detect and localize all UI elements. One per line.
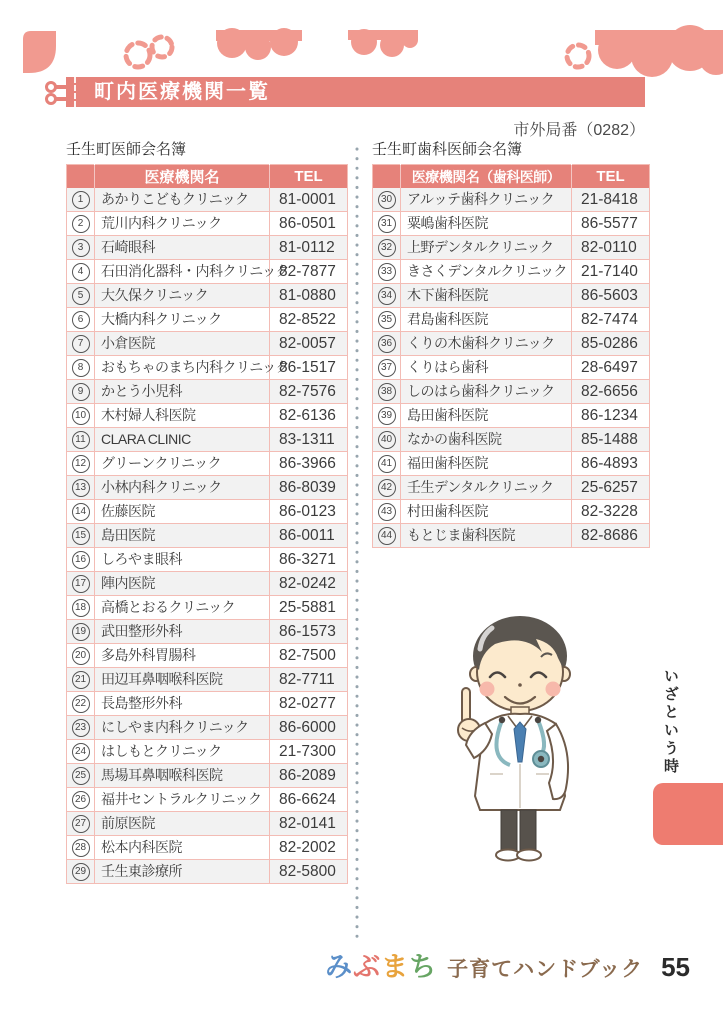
table-caption: 壬生町歯科医師会名簿 <box>372 141 523 158</box>
row-number-badge: 37 <box>378 359 396 377</box>
table-row <box>67 692 348 716</box>
facility-name: にしやま内科クリニック <box>95 716 270 740</box>
row-number-badge: 32 <box>378 239 396 257</box>
facility-tel: 86-1517 <box>279 359 336 376</box>
row-number-badge: 20 <box>72 647 90 665</box>
row-number-badge: 14 <box>72 503 90 521</box>
facility-name: 小林内科クリニック <box>95 476 270 500</box>
table-row <box>67 572 348 596</box>
brand-char: ま <box>381 952 410 982</box>
facility-tel: 86-0123 <box>279 503 336 520</box>
facility-tel: 86-2089 <box>279 767 336 784</box>
row-number-badge: 44 <box>378 527 396 545</box>
table-caption: 壬生町医師会名簿 <box>66 141 187 158</box>
facility-tel: 21-7140 <box>581 263 638 280</box>
facility-tel: 82-6656 <box>581 383 638 400</box>
row-number-badge: 21 <box>72 671 90 689</box>
row-number-badge: 5 <box>72 287 90 305</box>
facility-name: 君島歯科医院 <box>401 308 572 332</box>
facility-name: 高橋とおるクリニック <box>95 596 270 620</box>
facility-name: しろやま眼科 <box>95 548 270 572</box>
facility-name: 多島外科胃腸科 <box>95 644 270 668</box>
section-side-label: いざという時 <box>662 668 679 776</box>
facility-name: きさくデンタルクリニック <box>401 260 572 284</box>
facility-name: 木下歯科医院 <box>401 284 572 308</box>
table-row <box>67 812 348 836</box>
facility-name: くりの木歯科クリニック <box>401 332 572 356</box>
table-row <box>373 236 650 260</box>
facility-name: くりはら歯科 <box>401 356 572 380</box>
facility-tel: 86-6624 <box>279 791 336 808</box>
header-name: 医療機関名 <box>95 165 270 189</box>
table-row <box>373 524 650 548</box>
table-row <box>373 500 650 524</box>
corner-ribbon-icon <box>20 29 58 73</box>
facility-tel: 21-8418 <box>581 191 638 208</box>
area-code-note: 市外局番（0282） <box>513 122 645 139</box>
table-row <box>373 188 650 212</box>
facility-name: 陣内医院 <box>95 572 270 596</box>
banner-dashed-divider <box>74 77 76 107</box>
facility-tel: 81-0001 <box>279 191 336 208</box>
facility-name: 島田医院 <box>95 524 270 548</box>
facility-name: 大橋内科クリニック <box>95 308 270 332</box>
facility-name: 福井セントラルクリニック <box>95 788 270 812</box>
facility-tel: 82-7474 <box>581 311 638 328</box>
facility-tel: 83-1311 <box>279 431 335 448</box>
page-title: 町内医療機関一覧 <box>94 81 270 103</box>
row-number-badge: 2 <box>72 215 90 233</box>
row-number-badge: 41 <box>378 455 396 473</box>
row-number-badge: 36 <box>378 335 396 353</box>
facility-name: もとじま歯科医院 <box>401 524 572 548</box>
row-number-badge: 3 <box>72 239 90 257</box>
row-number-badge: 40 <box>378 431 396 449</box>
table-row <box>67 452 348 476</box>
facility-name: 木村婦人科医院 <box>95 404 270 428</box>
facility-tel: 85-1488 <box>581 431 638 448</box>
blossom-icon <box>562 40 594 72</box>
medical-table <box>66 164 348 884</box>
facility-tel: 86-0501 <box>279 215 336 232</box>
table-row <box>67 836 348 860</box>
header-tel: TEL <box>270 165 348 189</box>
facility-tel: 82-0057 <box>279 335 336 352</box>
table-row <box>373 260 650 284</box>
row-number-badge: 28 <box>72 839 90 857</box>
row-number-badge: 30 <box>378 191 396 209</box>
brand-title <box>325 945 437 984</box>
facility-name: 前原医院 <box>95 812 270 836</box>
row-number-badge: 35 <box>378 311 396 329</box>
table-row <box>67 236 348 260</box>
facility-tel: 82-0141 <box>279 815 336 832</box>
table-row <box>67 332 348 356</box>
row-number-badge: 34 <box>378 287 396 305</box>
facility-tel: 28-6497 <box>581 359 638 376</box>
row-number-badge: 38 <box>378 383 396 401</box>
row-number-badge: 4 <box>72 263 90 281</box>
table-row <box>67 668 348 692</box>
table-row <box>67 188 348 212</box>
table-row <box>67 788 348 812</box>
row-number-badge: 22 <box>72 695 90 713</box>
facility-name: 武田整形外科 <box>95 620 270 644</box>
table-row <box>67 764 348 788</box>
table-row <box>67 500 348 524</box>
table-row <box>373 212 650 236</box>
facility-tel: 82-2002 <box>279 839 336 856</box>
row-number-badge: 19 <box>72 623 90 641</box>
doctor-illustration <box>432 612 604 862</box>
facility-tel: 82-6136 <box>279 407 336 424</box>
facility-tel: 82-8686 <box>581 527 638 544</box>
cloud-icon <box>348 30 418 58</box>
table-row <box>67 596 348 620</box>
facility-name: 田辺耳鼻咽喉科医院 <box>95 668 270 692</box>
facility-tel: 82-7711 <box>279 671 335 688</box>
row-number-badge: 16 <box>72 551 90 569</box>
row-number-badge: 43 <box>378 503 396 521</box>
facility-tel: 86-8039 <box>279 479 336 496</box>
table-row <box>373 284 650 308</box>
facility-tel: 82-0242 <box>279 575 336 592</box>
facility-tel: 82-7500 <box>279 647 336 664</box>
row-number-badge: 39 <box>378 407 396 425</box>
facility-tel: 82-7877 <box>279 263 336 280</box>
dental-table-section <box>372 140 650 548</box>
header-num <box>67 165 95 189</box>
facility-tel: 86-4893 <box>581 455 638 472</box>
table-row <box>373 476 650 500</box>
facility-tel: 25-5881 <box>279 599 336 616</box>
facility-name: 佐藤医院 <box>95 500 270 524</box>
header-tel: TEL <box>572 165 650 189</box>
row-number-badge: 12 <box>72 455 90 473</box>
facility-tel: 82-0277 <box>279 695 336 712</box>
table-row <box>67 524 348 548</box>
row-number-badge: 27 <box>72 815 90 833</box>
row-number-badge: 13 <box>72 479 90 497</box>
table-row <box>67 404 348 428</box>
cloud-icon <box>595 30 723 78</box>
facility-name: かとう小児科 <box>95 380 270 404</box>
row-number-badge: 24 <box>72 743 90 761</box>
table-row <box>67 356 348 380</box>
facility-name: 馬場耳鼻咽喉科医院 <box>95 764 270 788</box>
facility-tel: 21-7300 <box>279 743 336 760</box>
facility-name: 長島整形外科 <box>95 692 270 716</box>
table-row <box>67 212 348 236</box>
facility-tel: 82-3228 <box>581 503 638 520</box>
facility-tel: 86-3271 <box>279 551 336 568</box>
row-number-badge: 29 <box>72 863 90 881</box>
facility-name: 村田歯科医院 <box>401 500 572 524</box>
brand-char: み <box>325 952 354 982</box>
facility-name: 壬生デンタルクリニック <box>401 476 572 500</box>
facility-name: しのはら歯科クリニック <box>401 380 572 404</box>
table-row <box>67 284 348 308</box>
table-row <box>67 260 348 284</box>
facility-tel: 86-1234 <box>581 407 638 424</box>
table-row <box>373 404 650 428</box>
cloud-icon <box>216 30 302 62</box>
blossom-icon <box>118 32 178 72</box>
facility-tel: 86-3966 <box>279 455 336 472</box>
facility-tel: 86-1573 <box>279 623 336 640</box>
row-number-badge: 17 <box>72 575 90 593</box>
facility-tel: 82-5800 <box>279 863 336 880</box>
row-number-badge: 8 <box>72 359 90 377</box>
dental-table <box>372 164 650 548</box>
table-row <box>67 380 348 404</box>
row-number-badge: 11 <box>72 431 90 449</box>
table-row <box>373 332 650 356</box>
row-number-badge: 25 <box>72 767 90 785</box>
row-number-badge: 18 <box>72 599 90 617</box>
table-row <box>67 620 348 644</box>
table-row <box>373 428 650 452</box>
facility-name: はしもとクリニック <box>95 740 270 764</box>
facility-tel: 81-0112 <box>279 239 335 256</box>
facility-tel: 82-7576 <box>279 383 336 400</box>
facility-name: CLARA CLINIC <box>95 428 270 452</box>
row-number-badge: 23 <box>72 719 90 737</box>
brand-char: ち <box>409 952 438 982</box>
row-number-badge: 10 <box>72 407 90 425</box>
facility-name: 島田歯科医院 <box>401 404 572 428</box>
facility-name: 荒川内科クリニック <box>95 212 270 236</box>
row-number-badge: 42 <box>378 479 396 497</box>
table-row <box>67 860 348 884</box>
facility-name: あかりこどもクリニック <box>95 188 270 212</box>
table-row <box>67 740 348 764</box>
row-number-badge: 33 <box>378 263 396 281</box>
header-name: 医療機関名（歯科医師） <box>401 165 572 189</box>
facility-tel: 86-6000 <box>279 719 336 736</box>
brand-subtitle: 子育てハンドブック <box>447 958 644 981</box>
dotted-divider <box>355 145 359 945</box>
section-tab <box>653 783 723 845</box>
table-row <box>67 476 348 500</box>
facility-name: 小倉医院 <box>95 332 270 356</box>
table-row <box>373 356 650 380</box>
row-number-badge: 6 <box>72 311 90 329</box>
table-row <box>67 644 348 668</box>
facility-tel: 86-5603 <box>581 287 638 304</box>
row-number-badge: 7 <box>72 335 90 353</box>
table-row <box>373 380 650 404</box>
facility-tel: 82-0110 <box>581 239 637 256</box>
header-num <box>373 165 401 189</box>
table-header-row <box>373 165 650 189</box>
table-row <box>67 308 348 332</box>
row-number-badge: 15 <box>72 527 90 545</box>
facility-tel: 86-0011 <box>279 527 335 544</box>
row-number-badge: 31 <box>378 215 396 233</box>
page-number: 55 <box>661 952 690 982</box>
facility-name: 松本内科医院 <box>95 836 270 860</box>
brand-char: ぶ <box>353 952 382 982</box>
row-number-badge: 1 <box>72 191 90 209</box>
table-row <box>67 716 348 740</box>
facility-name: 福田歯科医院 <box>401 452 572 476</box>
facility-name: 石崎眼科 <box>95 236 270 260</box>
facility-name: アルッテ歯科クリニック <box>401 188 572 212</box>
page-title-banner <box>66 77 645 107</box>
table-row <box>67 428 348 452</box>
facility-name: 壬生東診療所 <box>95 860 270 884</box>
medical-table-section <box>66 140 348 884</box>
facility-name: なかの歯科医院 <box>401 428 572 452</box>
facility-tel: 25-6257 <box>581 479 638 496</box>
facility-tel: 81-0880 <box>279 287 336 304</box>
facility-tel: 86-5577 <box>581 215 638 232</box>
facility-name: 上野デンタルクリニック <box>401 236 572 260</box>
facility-tel: 85-0286 <box>581 335 638 352</box>
facility-name: グリーンクリニック <box>95 452 270 476</box>
table-header-row <box>67 165 348 189</box>
facility-name: おもちゃのまち内科クリニック <box>95 356 270 380</box>
table-row <box>373 452 650 476</box>
table-row <box>373 308 650 332</box>
footer <box>325 945 690 984</box>
facility-name: 粟嶋歯科医院 <box>401 212 572 236</box>
facility-name: 大久保クリニック <box>95 284 270 308</box>
facility-tel: 82-8522 <box>279 311 336 328</box>
facility-name: 石田消化器科・内科クリニック <box>95 260 270 284</box>
row-number-badge: 26 <box>72 791 90 809</box>
row-number-badge: 9 <box>72 383 90 401</box>
table-row <box>67 548 348 572</box>
